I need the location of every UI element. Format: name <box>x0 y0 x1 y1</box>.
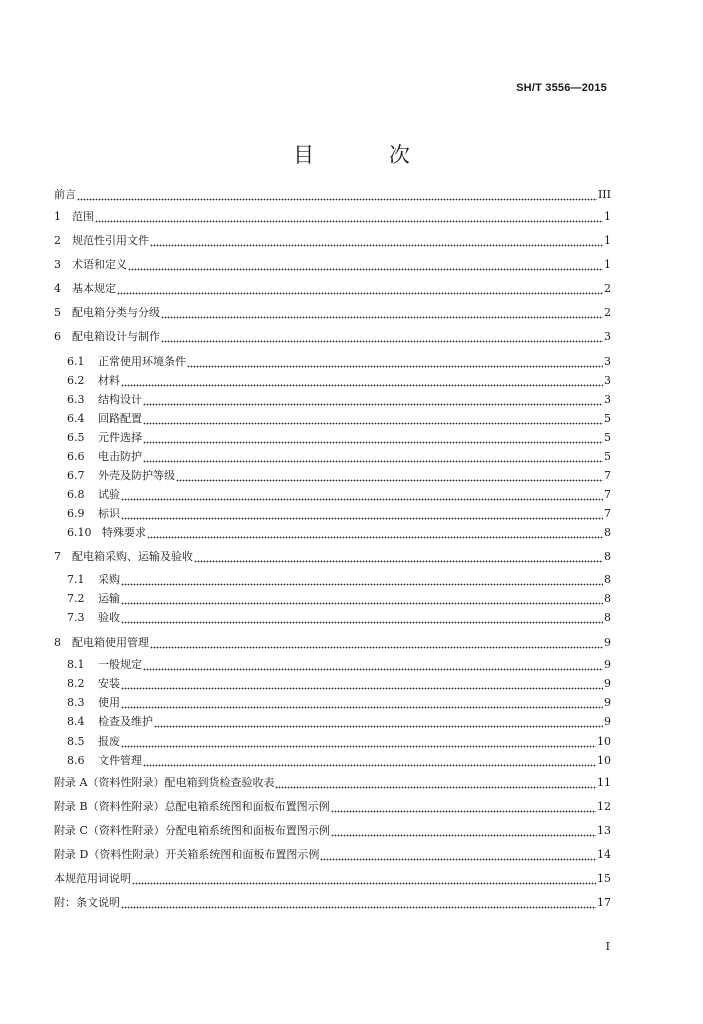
toc-entry-number: 8.1 <box>67 658 85 671</box>
dot-leader <box>121 894 596 912</box>
dot-leader <box>143 448 603 466</box>
toc-entry-label: 特殊要求 <box>102 526 146 539</box>
dot-leader <box>161 328 603 346</box>
toc-entry-page: 1 <box>604 258 611 271</box>
toc-entry-page: 9 <box>604 696 611 709</box>
toc-entry-label: 附录 C（资料性附录）分配电箱系统图和面板布置图示例 <box>54 824 330 837</box>
toc-entry-page: 8 <box>604 526 611 539</box>
toc-entry-number: 7.3 <box>67 611 85 624</box>
toc-entry-label: 验收 <box>98 611 120 624</box>
toc-entry-number: 8 <box>54 636 61 649</box>
dot-leader <box>132 870 596 888</box>
toc-entry[interactable] <box>54 870 611 888</box>
toc-entry[interactable] <box>67 410 611 428</box>
toc-entry[interactable] <box>54 304 611 322</box>
toc-entry-page: 5 <box>604 450 611 463</box>
toc-entry[interactable] <box>54 798 611 816</box>
toc-entry[interactable] <box>54 894 611 912</box>
toc-entry[interactable] <box>67 733 611 751</box>
toc-entry-page: 1 <box>604 210 611 223</box>
toc-entry-number: 7.1 <box>67 573 85 586</box>
toc-entry-number: 6.10 <box>67 526 92 539</box>
toc-entry[interactable] <box>67 448 611 466</box>
toc-entry-number: 8.4 <box>67 715 85 728</box>
toc-entry-label: 前言 <box>54 188 76 201</box>
toc-entry-page: 14 <box>597 848 611 861</box>
toc-entry-page: 3 <box>604 393 611 406</box>
toc-entry-number: 6 <box>54 330 61 343</box>
toc-entry-number: 8.2 <box>67 677 85 690</box>
toc-entry-page: 1 <box>604 234 611 247</box>
toc-entry-label: 试验 <box>98 488 120 501</box>
dot-leader <box>128 256 603 274</box>
toc-entry-page: 3 <box>604 374 611 387</box>
dot-leader <box>176 467 603 485</box>
toc-entry-number: 6.4 <box>67 412 85 425</box>
toc-entry[interactable] <box>67 609 611 627</box>
toc-entry-label: 附录 D（资料性附录）开关箱系统图和面板布置图示例 <box>54 848 320 861</box>
toc-entry-page: 9 <box>604 658 611 671</box>
dot-leader <box>121 571 603 589</box>
page-title: 目 次 <box>293 143 444 167</box>
toc-entry-label: 正常使用环境条件 <box>98 355 186 368</box>
toc-entry-page: III <box>597 188 611 201</box>
toc-entry[interactable] <box>67 429 611 447</box>
toc-entry-label: 回路配置 <box>98 412 142 425</box>
dot-leader <box>121 733 596 751</box>
toc-entry-number: 6.6 <box>67 450 85 463</box>
toc-entry-label: 术语和定义 <box>72 258 127 271</box>
toc-entry[interactable] <box>54 774 611 792</box>
toc-entry-number: 6.8 <box>67 488 85 501</box>
toc-entry-label: 报废 <box>98 735 120 748</box>
toc-entry[interactable] <box>54 634 611 652</box>
toc-entry-page: 9 <box>604 636 611 649</box>
toc-entry-page: 8 <box>604 573 611 586</box>
toc-entry[interactable] <box>67 752 611 770</box>
toc-entry-label: 元件选择 <box>98 431 142 444</box>
toc-entry-label: 配电箱采购、运输及验收 <box>72 550 193 563</box>
dot-leader <box>143 429 603 447</box>
toc-entry-number: 8.6 <box>67 754 85 767</box>
toc-entry-page: 3 <box>604 330 611 343</box>
toc-entry-number: 6.7 <box>67 469 85 482</box>
dot-leader <box>320 846 596 864</box>
dot-leader <box>331 798 596 816</box>
toc-entry-number: 6.1 <box>67 355 85 368</box>
toc-entry-number: 5 <box>54 306 61 319</box>
toc-entry-label: 运输 <box>98 592 120 605</box>
toc-entry-page: 5 <box>604 412 611 425</box>
toc-entry-page: 2 <box>604 282 611 295</box>
dot-leader <box>95 208 603 226</box>
dot-leader <box>77 186 597 204</box>
dot-leader <box>121 372 603 390</box>
toc-entry-page: 15 <box>597 872 611 885</box>
toc-entry-number: 1 <box>54 210 61 223</box>
dot-leader <box>147 524 603 542</box>
toc-entry-label: 结构设计 <box>98 393 142 406</box>
toc-entry-number: 3 <box>54 258 61 271</box>
toc-entry-label: 基本规定 <box>72 282 116 295</box>
dot-leader <box>121 590 603 608</box>
toc-entry[interactable] <box>67 467 611 485</box>
toc-entry-page: 9 <box>604 715 611 728</box>
toc-entry-page: 12 <box>597 800 611 813</box>
dot-leader <box>194 548 603 566</box>
dot-leader <box>150 634 603 652</box>
toc-entry[interactable] <box>54 232 611 250</box>
toc-entry[interactable] <box>67 694 611 712</box>
toc-entry-label: 标识 <box>98 507 120 520</box>
dot-leader <box>143 656 603 674</box>
toc-entry-label: 配电箱设计与制作 <box>72 330 160 343</box>
toc-entry-page: 8 <box>604 611 611 624</box>
toc-entry-label: 安装 <box>98 677 120 690</box>
toc-entry[interactable] <box>54 822 611 840</box>
toc-entry[interactable] <box>54 280 611 298</box>
toc-entry-label: 文件管理 <box>98 754 142 767</box>
toc-entry-page: 3 <box>604 355 611 368</box>
toc-entry-label: 使用 <box>98 696 120 709</box>
toc-entry-number: 2 <box>54 234 61 247</box>
toc-entry-page: 10 <box>597 735 611 748</box>
toc-entry-number: 8.5 <box>67 735 85 748</box>
toc-entry-page: 8 <box>604 592 611 605</box>
toc-entry-label: 规范性引用文件 <box>72 234 149 247</box>
document-number: SH/T 3556—2015 <box>516 82 607 94</box>
toc-entry[interactable] <box>67 571 611 589</box>
toc-entry[interactable] <box>67 675 611 693</box>
dot-leader <box>187 353 603 371</box>
toc-entry-label: 附录 B（资料性附录）总配电箱系统图和面板布置图示例 <box>54 800 330 813</box>
toc-entry-number: 6.3 <box>67 393 85 406</box>
toc-entry-page: 7 <box>604 507 611 520</box>
toc-entry[interactable] <box>67 372 611 390</box>
dot-leader <box>121 505 603 523</box>
toc-entry-label: 检查及维护 <box>98 715 153 728</box>
toc-entry-label: 附：条文说明 <box>54 896 120 909</box>
dot-leader <box>275 774 596 792</box>
dot-leader <box>121 609 603 627</box>
toc-entry-label: 采购 <box>98 573 120 586</box>
dot-leader <box>121 675 603 693</box>
toc-entry-label: 一般规定 <box>98 658 142 671</box>
dot-leader <box>143 752 596 770</box>
toc-entry-page: 9 <box>604 677 611 690</box>
toc-entry-page: 13 <box>597 824 611 837</box>
toc-entry-page: 5 <box>604 431 611 444</box>
toc-entry-number: 6.9 <box>67 507 85 520</box>
toc-entry[interactable] <box>67 486 611 504</box>
toc-entry-number: 6.2 <box>67 374 85 387</box>
toc-entry[interactable] <box>67 391 611 409</box>
dot-leader <box>143 391 603 409</box>
toc-entry-number: 7 <box>54 550 61 563</box>
dot-leader <box>121 694 603 712</box>
toc-entry-page: 8 <box>604 550 611 563</box>
toc-entry[interactable] <box>54 256 611 274</box>
toc-entry[interactable] <box>54 186 611 204</box>
toc-entry[interactable] <box>67 590 611 608</box>
toc-entry[interactable] <box>67 353 611 371</box>
toc-entry-number: 6.5 <box>67 431 85 444</box>
toc-entry-label: 电击防护 <box>98 450 142 463</box>
toc-entry-label: 配电箱使用管理 <box>72 636 149 649</box>
dot-leader <box>154 713 603 731</box>
dot-leader <box>161 304 603 322</box>
dot-leader <box>121 486 603 504</box>
toc-entry-number: 8.3 <box>67 696 85 709</box>
toc-entry-page: 17 <box>597 896 611 909</box>
toc-entry-label: 配电箱分类与分级 <box>72 306 160 319</box>
page-number: I <box>605 940 610 953</box>
toc-entry-page: 7 <box>604 488 611 501</box>
toc-entry-number: 7.2 <box>67 592 85 605</box>
toc-entry[interactable] <box>67 505 611 523</box>
toc-entry-label: 材料 <box>98 374 120 387</box>
toc-entry-label: 范围 <box>72 210 94 223</box>
toc-entry[interactable] <box>54 328 611 346</box>
dot-leader <box>331 822 596 840</box>
toc-entry[interactable] <box>54 548 611 566</box>
toc-entry-page: 11 <box>597 776 611 789</box>
toc-entry-label: 本规范用词说明 <box>54 872 131 885</box>
toc-entry-number: 4 <box>54 282 61 295</box>
toc-entry-page: 2 <box>604 306 611 319</box>
toc-entry[interactable] <box>54 846 611 864</box>
dot-leader <box>117 280 603 298</box>
toc-entry-label: 外壳及防护等级 <box>98 469 175 482</box>
toc-entry[interactable] <box>54 208 611 226</box>
toc-entry-page: 7 <box>604 469 611 482</box>
dot-leader <box>150 232 603 250</box>
toc-entry[interactable] <box>67 524 611 542</box>
dot-leader <box>143 410 603 428</box>
toc-entry-page: 10 <box>597 754 611 767</box>
toc-entry-label: 附录 A（资料性附录）配电箱到货检查验收表 <box>54 776 275 789</box>
toc-entry[interactable] <box>67 713 611 731</box>
toc-entry[interactable] <box>67 656 611 674</box>
